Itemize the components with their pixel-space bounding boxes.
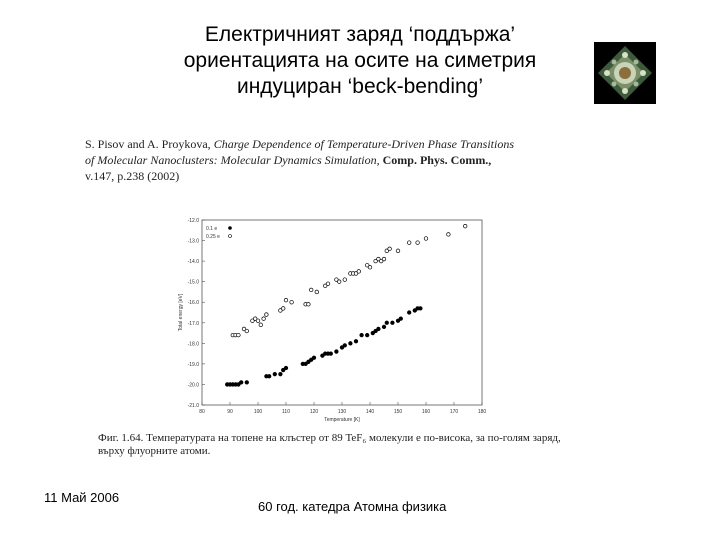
data-point-filled: [382, 325, 386, 329]
data-point-open: [357, 270, 361, 274]
data-point-filled: [273, 372, 277, 376]
x-tick-label: 110: [282, 409, 290, 415]
y-tick-label: -19.0: [187, 361, 199, 368]
data-point-open: [290, 300, 294, 304]
data-point-filled: [245, 381, 249, 385]
y-tick-label: -13.0: [187, 238, 199, 245]
data-point-open: [337, 280, 341, 284]
y-tick-label: -14.0: [187, 259, 199, 266]
data-point-open: [315, 290, 319, 294]
citation-journal: Comp. Phys. Comm.,: [382, 153, 492, 167]
data-point-open: [407, 241, 411, 245]
x-tick-label: 140: [365, 409, 375, 415]
y-tick-label: -21.0: [187, 403, 199, 409]
data-point-open: [281, 307, 285, 311]
x-tick-label: 120: [309, 409, 319, 415]
y-tick-label: -15.0: [187, 279, 199, 286]
data-point-filled: [329, 352, 333, 356]
y-tick-label: -20.0: [187, 382, 199, 389]
data-point-filled: [377, 327, 381, 331]
data-point-filled: [419, 307, 423, 311]
data-point-filled: [279, 372, 283, 376]
data-point-open: [343, 278, 347, 282]
data-point-filled: [349, 342, 353, 346]
x-tick-label: 160: [421, 409, 431, 415]
data-point-open: [326, 282, 330, 286]
data-point-open: [416, 241, 420, 245]
data-point-filled: [343, 344, 347, 348]
y-tick-label: -17.0: [187, 320, 199, 327]
citation-title-2: of Molecular Nanoclusters: Molecular Dynamics Simulation,: [85, 153, 380, 167]
data-point-filled: [267, 374, 271, 378]
title-line-2: ориентацията на осите на симетрия: [183, 49, 537, 72]
y-tick-label: -16.0: [187, 300, 199, 307]
plot-frame: [202, 220, 482, 405]
data-point-filled: [391, 321, 395, 325]
legend-marker: [229, 235, 232, 238]
x-tick-label: 150: [393, 409, 403, 415]
citation-block: [85, 136, 605, 184]
data-point-filled: [354, 339, 358, 343]
chart-svg: [172, 212, 492, 432]
citation-authors: S. Pisov and A. Proykova,: [85, 137, 211, 151]
x-axis-label: Temperature [K]: [324, 417, 360, 423]
decorative-ornament-image: [594, 42, 656, 104]
x-tick-label: 100: [253, 409, 263, 415]
x-tick-label: 180: [477, 409, 487, 415]
legend-label: 0.25 e: [206, 234, 220, 240]
y-axis-label: Total energy [eV]: [178, 293, 184, 332]
x-tick-label: 130: [337, 409, 347, 415]
caption-label: Фиг. 1.64.: [98, 432, 144, 444]
data-point-filled: [365, 333, 369, 337]
citation-title-1: Charge Dependence of Temperature-Driven Phase Transitions: [213, 137, 514, 151]
data-point-filled: [360, 333, 364, 337]
data-point-open: [259, 323, 263, 327]
data-point-open: [265, 313, 269, 317]
data-point-open: [245, 329, 249, 333]
data-point-open: [284, 298, 288, 302]
y-tick-label: -18.0: [187, 341, 199, 348]
data-point-open: [424, 237, 428, 241]
footer-date: 11 Май 2006: [44, 490, 120, 505]
data-point-open: [237, 333, 241, 337]
data-point-filled: [239, 381, 243, 385]
x-tick-label: 90: [227, 409, 233, 415]
figure-caption: [98, 432, 568, 458]
data-point-open: [256, 319, 260, 323]
data-point-open: [388, 247, 392, 251]
data-point-filled: [385, 321, 389, 325]
data-point-open: [368, 265, 372, 269]
data-point-open: [262, 317, 266, 321]
citation-volume: v.147, p.238 (2002): [85, 169, 180, 183]
legend-marker: [229, 227, 232, 230]
data-point-open: [307, 302, 311, 306]
legend-label: 0.1 e: [206, 226, 218, 232]
caption-text: Температурата на топене на клъстер от 89 TeF₆ молекули е по-висока, за по-голям заряд, върху флуорните атоми.: [98, 432, 561, 457]
data-point-open: [396, 249, 400, 253]
y-tick-label: -12.0: [187, 218, 199, 224]
x-tick-label: 80: [199, 409, 205, 415]
data-point-filled: [335, 350, 339, 354]
data-point-filled: [407, 311, 411, 315]
data-point-filled: [284, 366, 288, 370]
data-point-open: [447, 233, 451, 237]
data-point-filled: [312, 356, 316, 360]
data-point-open: [382, 257, 386, 261]
data-point-filled: [399, 317, 403, 321]
scatter-chart: [172, 212, 492, 432]
footer-text: 60 год. катедра Атомна физика: [258, 499, 447, 514]
data-point-open: [309, 288, 313, 292]
title-line-1: Електричният заряд ‘поддържа’: [204, 23, 516, 46]
data-point-open: [463, 224, 467, 228]
slide-title: [120, 22, 600, 100]
title-line-3: индуциран ‘beck-bending’: [236, 75, 484, 98]
x-tick-label: 170: [449, 409, 459, 415]
